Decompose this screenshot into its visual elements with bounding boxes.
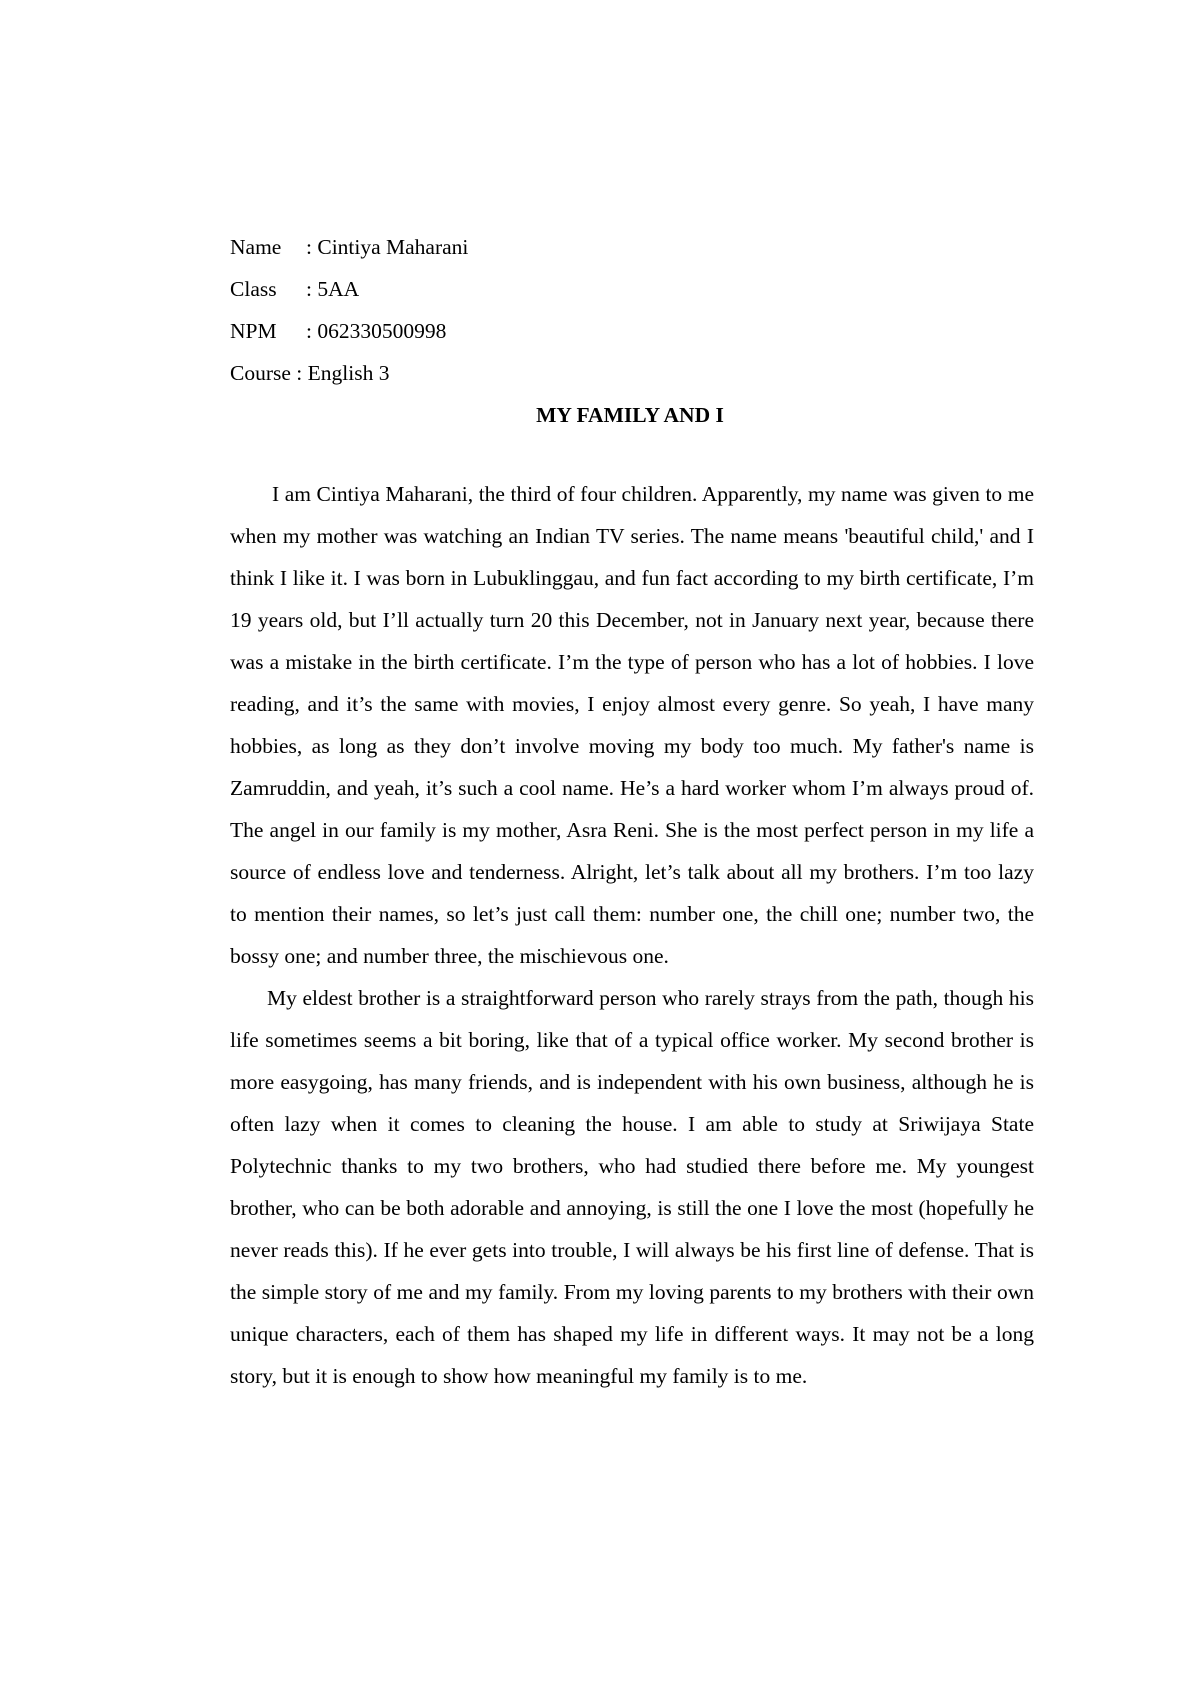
course-label: Course xyxy=(230,361,291,385)
paragraph-2: My eldest brother is a straightforward person who rarely strays from the path, though his life sometimes seems a bit boring, like that of a typical office worker. My second brother is more easygoing, has many friends, and is independent with his own business, although he is often lazy when it comes to cleaning the house. I am able to study at Sriwijaya State Polytechnic thanks to my two brothers, who had studied there before me. My youngest brother, who can be both adorable and annoying, is still the one I love the most (hopefully he never reads this). If he ever gets into trouble, I will always be his first line of defense. That is the simple story of me and my family. From my loving parents to my brothers with their own unique characters, each of them has shaped my life in different ways. It may not be a long story, but it is enough to show how meaningful my family is to me. xyxy=(230,986,1034,1388)
essay-title: MY FAMILY AND I xyxy=(536,403,724,427)
name-label: Name xyxy=(230,235,282,259)
class-row xyxy=(230,268,468,310)
paragraph-1: I am Cintiya Maharani, the third of four children. Apparently, my name was given to me when my mother was watching an Indian TV series. The name means 'beautiful child,' and I think I like it. I was born in Lubuklinggau, and fun fact according to my birth certificate, I’m 19 years old, but I’ll actually turn 20 this December, not in January next year, because there was a mistake in the birth certificate. I’m the type of person who has a lot of hobbies. I love reading, and it’s the same with movies, I enjoy almost every genre. So yeah, I have many hobbies, as long as they don’t involve moving my body too much. My father's name is Zamruddin, and yeah, it’s such a cool name. He’s a hard worker whom I’m always proud of. The angel in our family is my mother, Asra Reni. She is the most perfect person in my life a source of endless love and tenderness. Alright, let’s talk about all my brothers. I’m too lazy to mention their names, so let’s just call them: number one, the chill one; number two, the bossy one; and number three, the mischievous one. xyxy=(230,482,1034,968)
essay-body xyxy=(230,473,1034,1397)
class-label: Class xyxy=(230,277,277,301)
course-value: : English 3 xyxy=(296,361,390,385)
npm-label: NPM xyxy=(230,319,277,343)
name-value: : Cintiya Maharani xyxy=(306,235,469,259)
course-row xyxy=(230,352,468,394)
class-value: : 5AA xyxy=(306,277,360,301)
name-row xyxy=(230,226,468,268)
npm-row xyxy=(230,310,468,352)
student-info-header xyxy=(230,226,468,394)
npm-value: : 062330500998 xyxy=(306,319,447,343)
